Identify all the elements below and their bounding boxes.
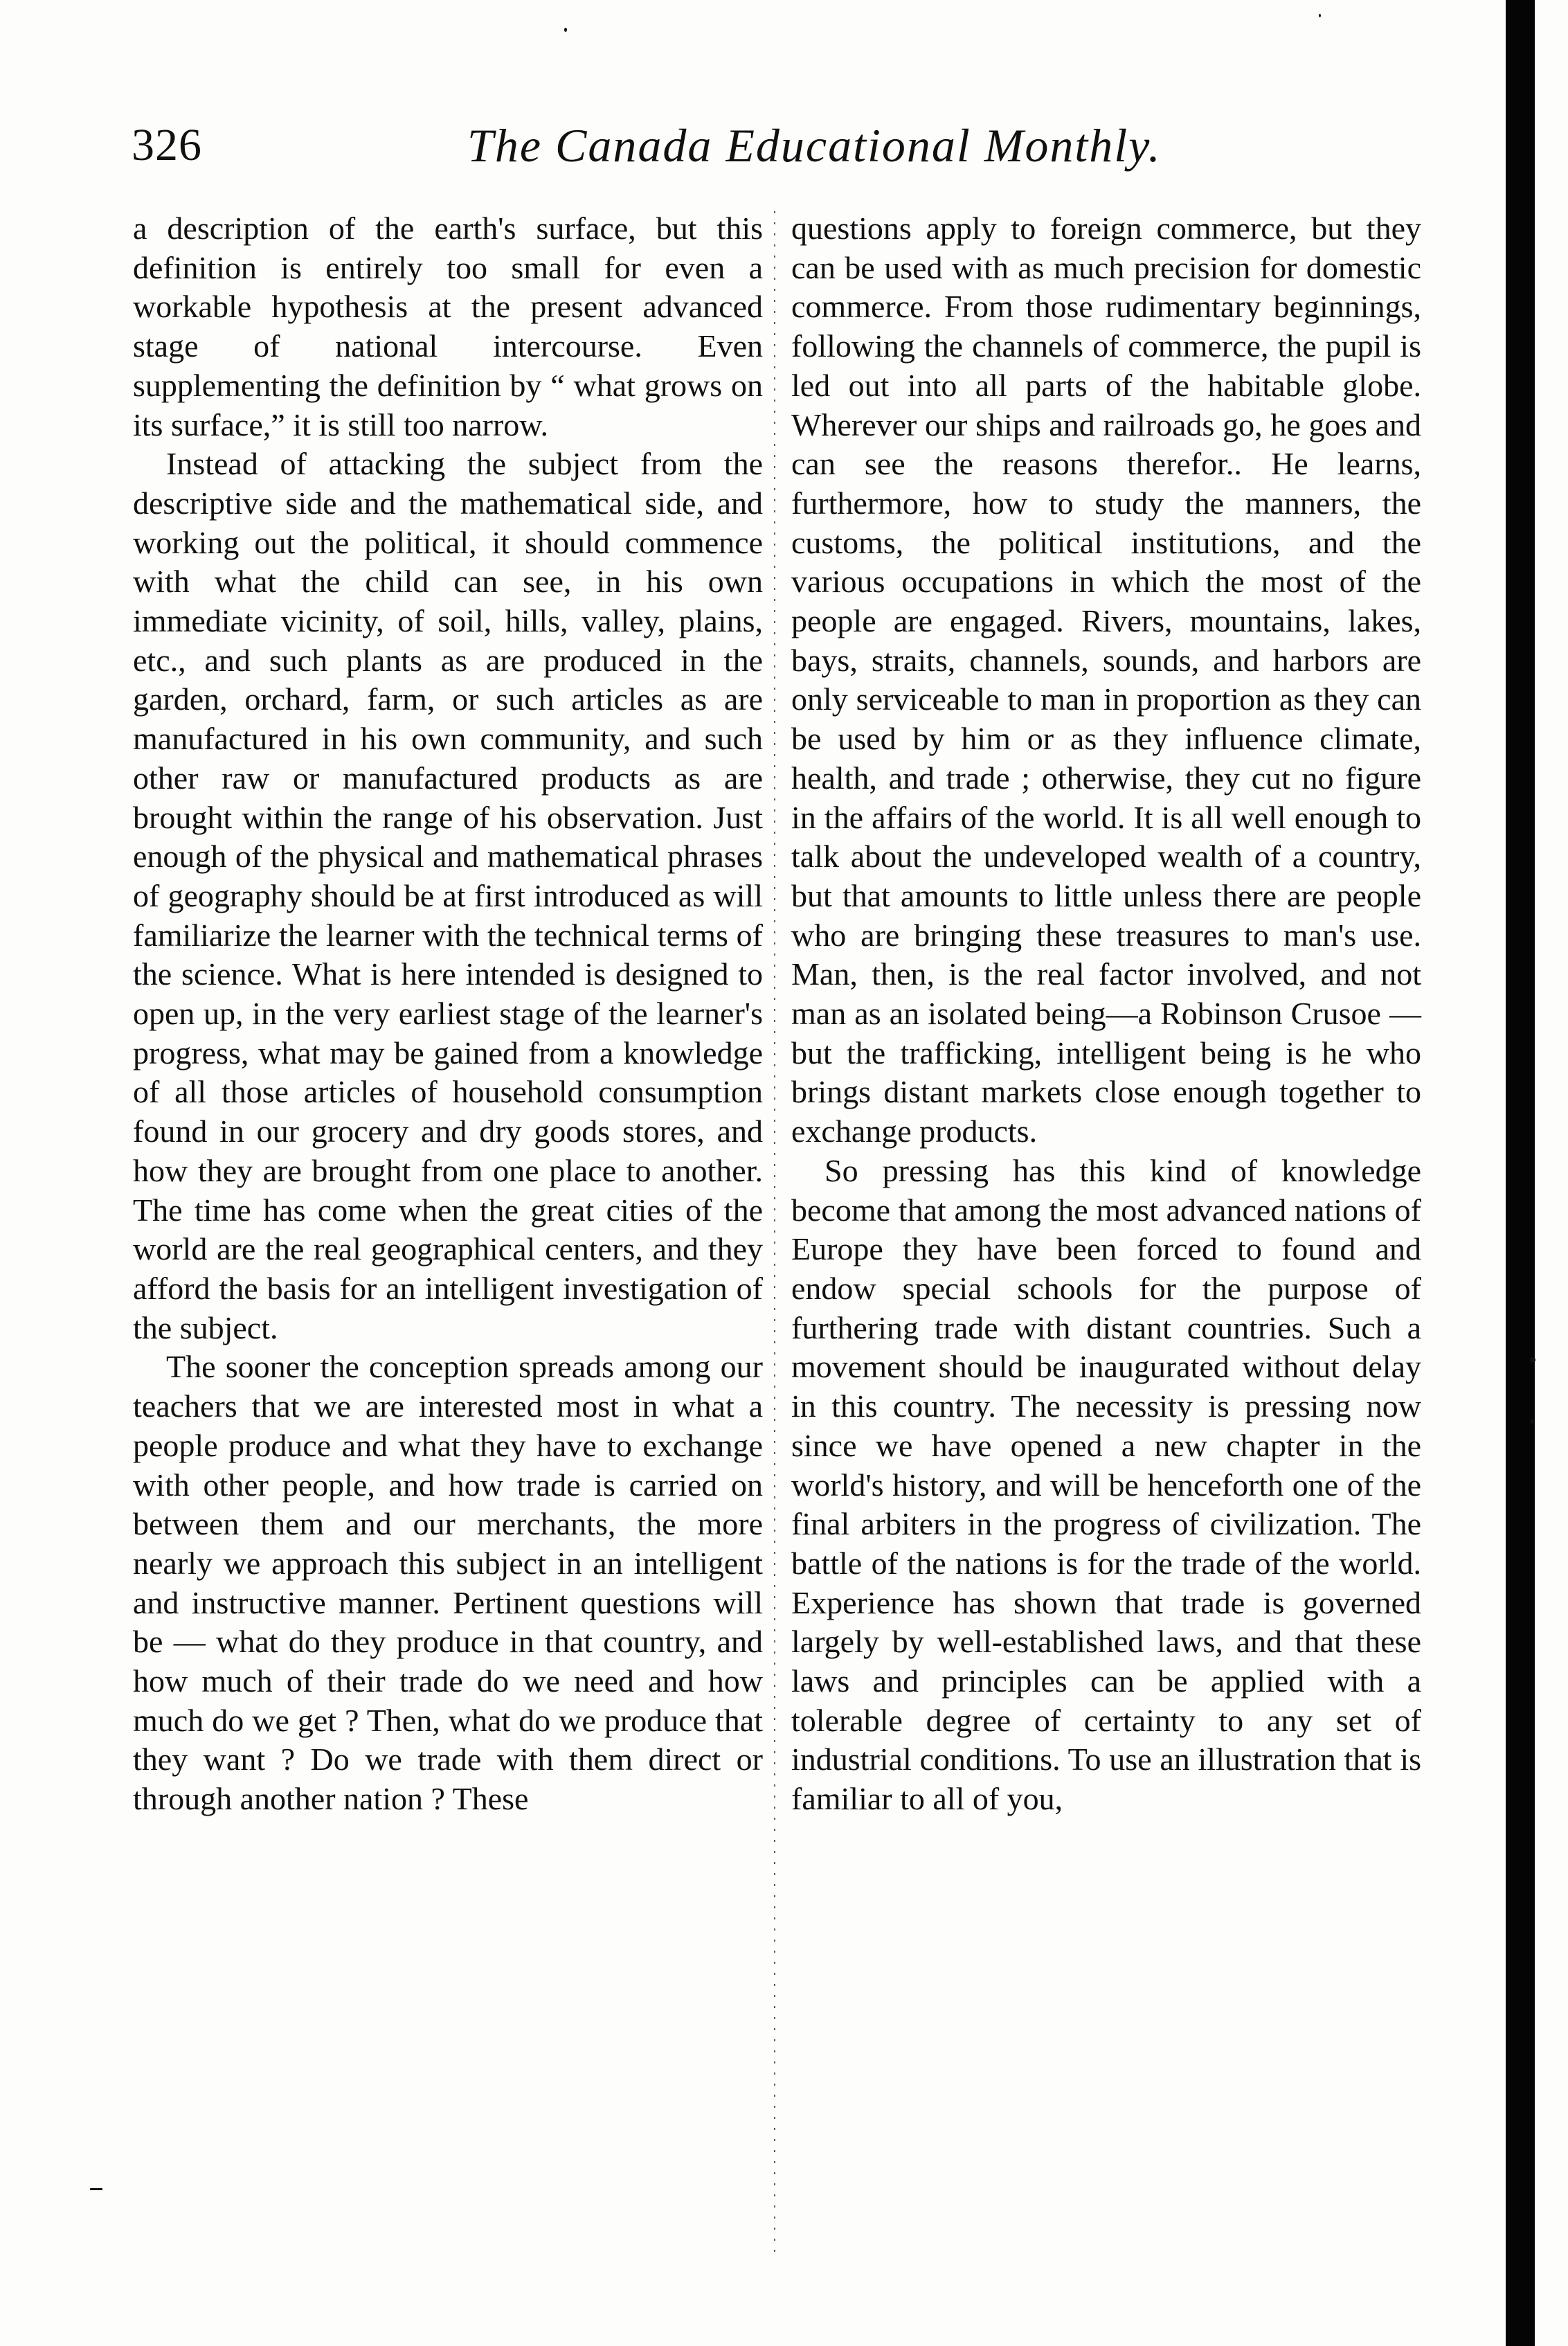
- right-column: [791, 209, 1421, 1819]
- paragraph: questions apply to foreign commerce, but they can be used with as much precision for domestic commerce. From those rudimentary beginnings, following the channels of commerce, the pupil is led out into all parts of the habitable globe. Wherever our ships and railroads go, he goes and can see the reasons therefor.. He learns, furthermore, how to study the manners, the customs, the political institutions, and the various occupations in which the most of the people are engaged. Rivers, mountains, lakes, bays, straits, channels, sounds, and harbors are only serviceable to man in proportion as they can be used by him or as they influence climate, health, and trade ; otherwise, they cut no figure in the affairs of the world. It is all well enough to talk about the undeveloped wealth of a country, but that amounts to little unless there are people who are bringing these treasures to man's use. Man, then, is the real factor involved, and not man as an isolated being—a Robinson Crusoe —but the trafficking, intelligent being is he who brings distant markets close enough together to exchange products.: [791, 211, 1421, 1149]
- binding-edge-shadow: [1506, 0, 1535, 2346]
- page-number: 326: [132, 120, 202, 170]
- column-divider: [774, 211, 775, 2261]
- paragraph: The sooner the conception spreads among our teachers that we are interested most in what a people produce and what they have to exchange with other people, and how trade is carried on between them and our merchants, the more nearly we approach this subject in an intelligent and instructive manner. Pertinent questions will be — what do they produce in that country, and how much of their trade do we need and how much do we get ? Then, what do we produce that they want ? Do we trade with them direct or through another nation ? These: [133, 1349, 763, 1817]
- paragraph: a description of the earth's surface, but this definition is entirely too small for even a workable hypothesis at the present advanced stage of national intercourse. Even supplementing the definition by “ what grows on its surface,” it is still too narrow.: [133, 211, 763, 442]
- print-speck: [1530, 1357, 1535, 1363]
- print-speck: [1530, 1420, 1534, 1424]
- running-title: The Canada Educational Monthly.: [467, 119, 1162, 172]
- paragraph: So pressing has this kind of knowledge become that among the most advanced nations of Europe they have been forced to found and endow special schools for the purpose of furthering trade with distant countries. Such a movement should be inaugurated without delay in this country. The necessity is pressing now since we have opened a new chapter in the world's history, and will be henceforth one of the final arbiters in the progress of civilization. The battle of the nations is for the trade of the world. Experience has shown that trade is governed largely by well-established laws, and that these laws and principles can be applied with a tolerable degree of certainty to any set of industrial conditions. To use an illustration that is familiar to all of you,: [791, 1152, 1421, 1817]
- left-column: [133, 209, 763, 1819]
- print-mark: [90, 2188, 102, 2190]
- page-header: [132, 114, 1232, 197]
- print-speck: [1319, 14, 1321, 17]
- paragraph: Instead of attacking the subject from the descriptive side and the mathematical side, and working out the political, it should commence with what the child can see, in his own immediate vicinity, of soil, hills, valley, plains, etc., and such plants as are produced in the garden, orchard, farm, or such articles as are manufactured in his own community, and such other raw or manufactured products as are brought within the range of his observation. Just enough of the physical and mathematical phrases of geography should be at first introduced as will familiarize the learner with the technical terms of the science. What is here intended is designed to open up, in the very earliest stage of the learner's progress, what may be gained from a knowledge of all those articles of household consumption found in our grocery and dry goods stores, and how they are brought from one place to another. The time has come when the great cities of the world are the real geographical centers, and they afford the basis for an intelligent investigation of the subject.: [133, 446, 763, 1345]
- print-speck: [564, 28, 567, 32]
